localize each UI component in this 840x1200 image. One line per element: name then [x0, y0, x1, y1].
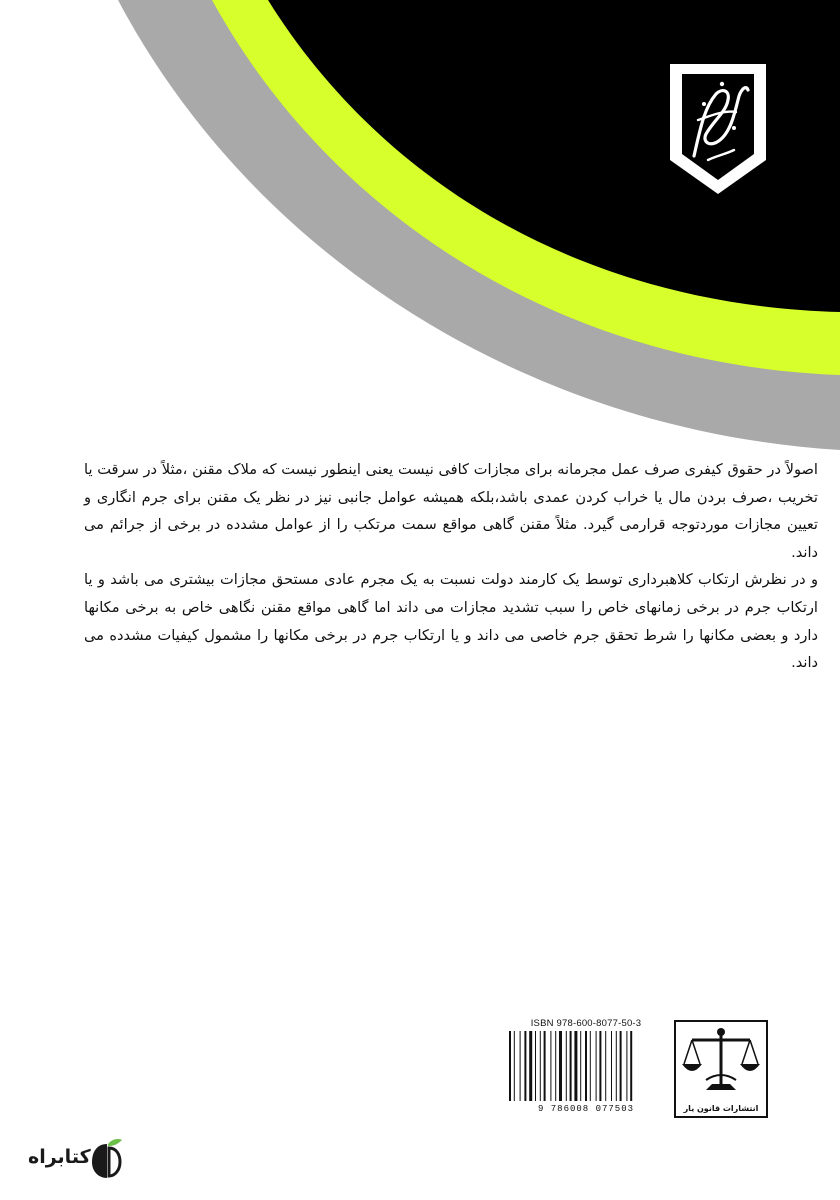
- barcode-bar: [626, 1031, 627, 1101]
- barcode-bar: [611, 1031, 612, 1101]
- barcode-bar: [630, 1031, 632, 1101]
- barcode-bar: [570, 1031, 572, 1101]
- barcode-bar: [590, 1031, 591, 1101]
- barcode-bar: [509, 1031, 511, 1101]
- barcode-graphic: [508, 1031, 664, 1101]
- scales-of-justice-icon: [680, 1024, 762, 1100]
- publisher-calligraphy-shield-icon: [664, 60, 772, 198]
- barcode-bar: [616, 1031, 617, 1101]
- back-cover-description: [84, 456, 818, 677]
- barcode-bar: [520, 1031, 521, 1101]
- description-paragraph: اصولاً در حقوق کیفری صرف عمل مجرمانه برای مجازات کافی نیست یعنی اینطور نیست که ملاک مقنن ،مثلاً در سرقت یا تخریب ،صرف بردن مال یا خراب کردن عمدی باشد،بلکه همیشه عوامل جانبی نیز در نظر یک مقنن برای جرم انگاری و تعیین مجازات موردتوجه قرارمی گیرد. مثلاً مقنن گاهی مواقع سمت مرتکب را از عوامل مشدده در برخی از جرائم می داند.: [84, 461, 818, 561]
- barcode-bar: [566, 1031, 567, 1101]
- watermark: [28, 1138, 128, 1180]
- barcode-bar: [585, 1031, 587, 1101]
- barcode-bar: [596, 1031, 597, 1101]
- barcode-bar: [620, 1031, 622, 1101]
- barcode-bar: [574, 1031, 577, 1101]
- barcode-digits: 9 786008 077503: [537, 1104, 634, 1114]
- barcode-bar: [605, 1031, 606, 1101]
- barcode-bar: [544, 1031, 546, 1101]
- barcode-bar: [559, 1031, 562, 1101]
- barcode-bar: [580, 1031, 581, 1101]
- barcode-bar: [529, 1031, 532, 1101]
- barcode-bar: [550, 1031, 551, 1101]
- barcode-bar: [540, 1031, 541, 1101]
- description-paragraph: و در نظرش ارتکاب کلاهبرداری توسط یک کارمند دولت نسبت به یک مجرم عادی مستحق مجازات بیشتری می باشد و یا ارتکاب جرم در برخی زمانهای خاص را سبب تشدید مجازات می داند اما گاهی مواقع مقنن نگاهی خاص به برخی مکانها دارد و بعضی مکانها را شرط تحقق جرم خاصی می داند و یا ارتکاب جرم در برخی مکانها را مشمول کیفیات مشدده می داند.: [84, 571, 818, 672]
- watermark-text: کتابراه: [28, 1146, 91, 1168]
- barcode-bar: [524, 1031, 526, 1101]
- barcode-bar: [535, 1031, 536, 1101]
- barcode-block: [506, 1018, 769, 1119]
- publisher-logo: [674, 1020, 768, 1118]
- barcode-bar: [555, 1031, 556, 1101]
- isbn-label: ISBN 978-600-8077-50-3: [530, 1018, 642, 1029]
- barcode-bar: [599, 1031, 601, 1101]
- barcode-bar: [514, 1031, 515, 1101]
- publisher-name: انتشارات قانون یار: [683, 1104, 759, 1113]
- book-leaf-icon: [88, 1138, 126, 1180]
